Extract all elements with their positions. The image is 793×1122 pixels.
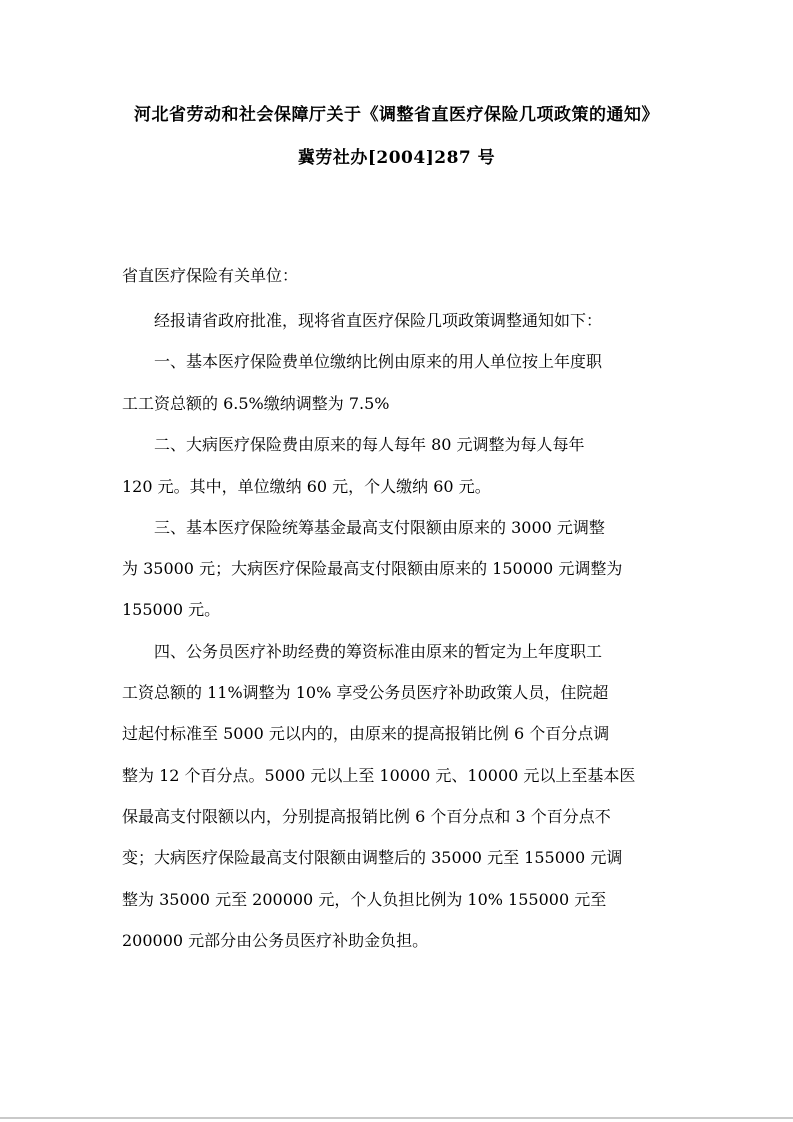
document-number: 冀劳社办[2004]287 号 (297, 148, 496, 168)
item-3-line-2: 为 35000 元；大病医疗保险最高支付限额由原来的 150000 元调整为 (122, 559, 623, 578)
item-1-line-1: 一、基本医疗保险费单位缴纳比例由原来的用人单位按上年度职 (154, 352, 603, 371)
salutation: 省直医疗保险有关单位： (122, 266, 299, 285)
item-3-line-1: 三、基本医疗保险统筹基金最高支付限额由原来的 3000 元调整 (154, 518, 605, 537)
item-4-line-2: 工资总额的 11%调整为 10% 享受公务员医疗补助政策人员，住院超 (122, 683, 609, 702)
item-4-line-1: 四、公务员医疗补助经费的筹资标准由原来的暂定为上年度职工 (154, 642, 603, 661)
page-bottom-rule (0, 1117, 793, 1119)
item-4-line-3: 过起付标准至 5000 元以内的，由原来的提高报销比例 6 个百分点调 (122, 724, 610, 743)
item-1-line-2: 工工资总额的 6.5%缴纳调整为 7.5% (122, 394, 390, 413)
item-2-line-2: 120 元。其中，单位缴纳 60 元，个人缴纳 60 元。 (122, 477, 491, 496)
item-2-line-1: 二、大病医疗保险费由原来的每人每年 80 元调整为每人每年 (154, 435, 585, 454)
item-3-line-3: 155000 元。 (122, 600, 221, 619)
document-title: 河北省劳动和社会保障厅关于《调整省直医疗保险几项政策的通知》 (134, 105, 659, 125)
item-4-line-8: 200000 元部分由公务员医疗补助金负担。 (122, 931, 429, 950)
item-4-line-6: 变；大病医疗保险最高支付限额由调整后的 35000 元至 155000 元调 (122, 848, 623, 867)
item-4-line-4: 整为 12 个百分点。5000 元以上至 10000 元、10000 元以上至基本医 (122, 766, 636, 785)
intro-paragraph: 经报请省政府批准，现将省直医疗保险几项政策调整通知如下： (154, 311, 603, 330)
item-4-line-5: 保最高支付限额以内，分别提高报销比例 6 个百分点和 3 个百分点不 (122, 807, 611, 826)
item-4-line-7: 整为 35000 元至 200000 元，个人负担比例为 10% 155000 元至 (122, 890, 607, 909)
